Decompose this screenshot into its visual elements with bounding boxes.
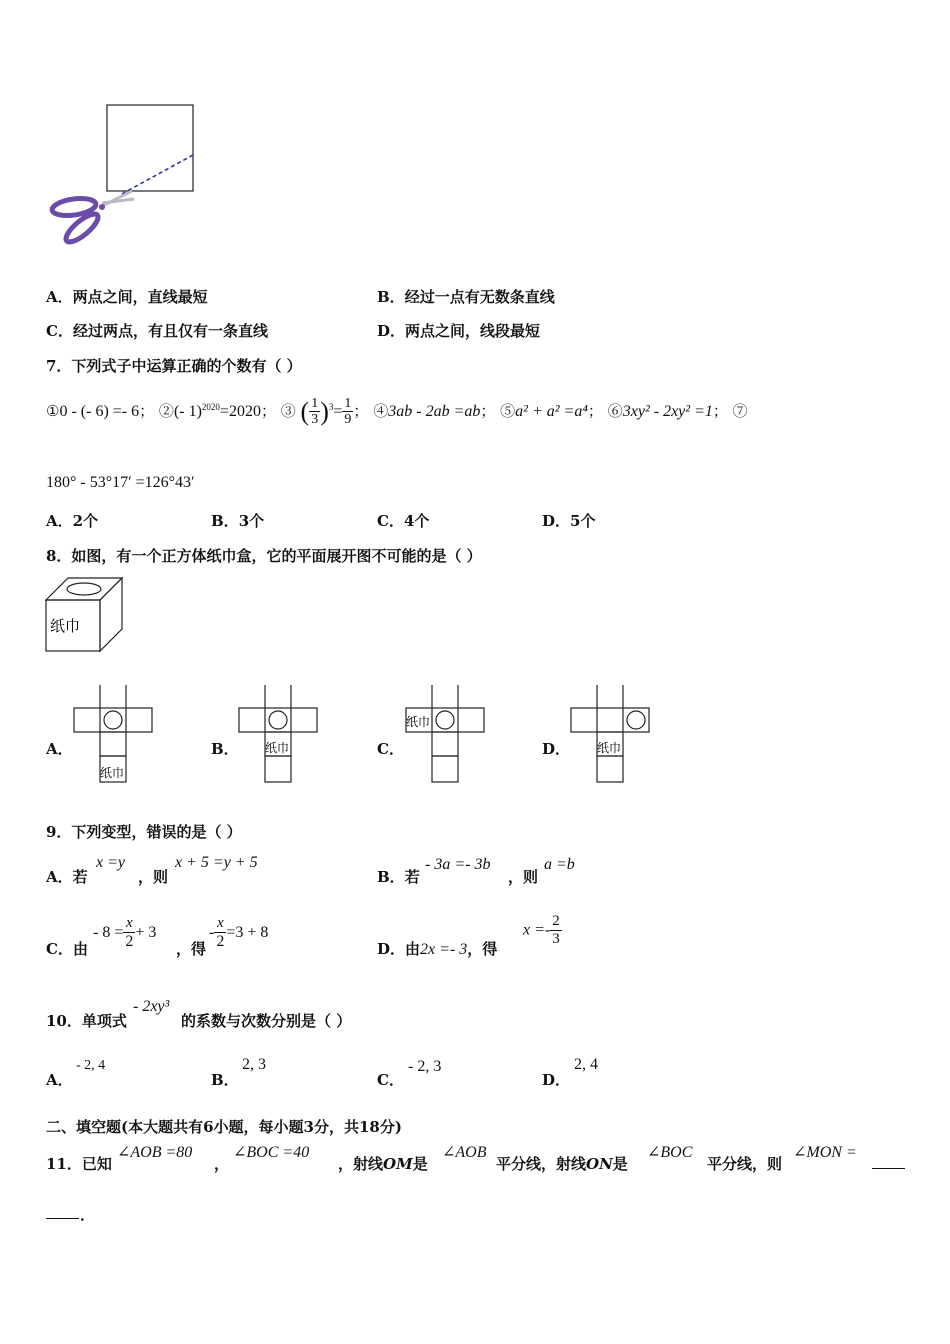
q10-option-d-value: 2, 4 xyxy=(574,1056,598,1073)
text-part: ，射线 xyxy=(338,1155,384,1173)
q11-angle-mon: ∠MON = xyxy=(793,1144,857,1161)
option-word: 由 xyxy=(405,940,421,958)
dashed-cut-line xyxy=(120,155,193,195)
q9c-math-1 xyxy=(93,915,156,950)
marker-5: ⑤ xyxy=(500,401,516,420)
q8-option-b: B． xyxy=(211,740,239,758)
option-text: 两点之间，线段最短 xyxy=(405,322,541,340)
q7-option-b xyxy=(211,510,264,531)
q7-option-a xyxy=(46,510,98,531)
scissors-cut-figure xyxy=(40,95,210,255)
expr-2-rhs: =2020 xyxy=(219,402,261,420)
q9-stem: 9．下列变型，错误的是（ ） xyxy=(46,823,242,841)
separator: ； xyxy=(260,401,276,420)
opening-icon xyxy=(104,711,122,729)
frac-num: x xyxy=(123,915,135,933)
math-part: OM xyxy=(383,1155,413,1173)
q9c-math-2 xyxy=(209,915,268,950)
marker-1: ① xyxy=(46,401,60,420)
q11-angle-aob: ∠AOB =80 xyxy=(117,1144,193,1161)
frac-den: 2 xyxy=(216,932,225,950)
q7-stem: 7．下列式子中运算正确的个数有（ ） xyxy=(46,357,302,375)
option-text: 两点之间，直线最短 xyxy=(72,288,208,306)
text-part: 平分线，射线 xyxy=(496,1155,587,1173)
q11-angle-boc: ∠BOC =40 xyxy=(233,1144,310,1161)
frac-den: 3 xyxy=(311,412,319,428)
frac-num: 1 xyxy=(344,396,352,411)
box-opening-icon xyxy=(67,583,101,595)
option-word: 由 xyxy=(72,940,88,958)
q9a-word-2: ，则 xyxy=(138,868,169,886)
q9c-word-2: ，得 xyxy=(176,940,207,958)
opening-icon xyxy=(627,711,645,729)
net-label: 纸巾 xyxy=(597,741,622,755)
expr-1: 0 - (- 6) =- 6 xyxy=(59,402,140,420)
separator: ； xyxy=(712,401,728,420)
paren-close: ) xyxy=(320,396,329,426)
option-letter: C． xyxy=(377,512,404,530)
math-part: ON xyxy=(586,1155,613,1173)
q10-option-b-value: 2, 3 xyxy=(242,1056,266,1073)
expr-3-exponent: 3 xyxy=(328,401,334,412)
option-letter: D． xyxy=(377,940,406,958)
q9b-math-1: - 3a =- 3b xyxy=(425,856,491,873)
q11-angle-aob-2: ∠AOB xyxy=(442,1144,487,1161)
option-letter: A． xyxy=(46,868,73,886)
marker-2: ② xyxy=(158,401,174,420)
q9-option-c xyxy=(46,938,88,959)
option-letter: C． xyxy=(46,322,73,340)
math-part: x =- xyxy=(523,921,551,939)
option-text: 4个 xyxy=(403,512,430,530)
net-label: 纸巾 xyxy=(406,715,431,729)
q10-option-c-value: - 2, 3 xyxy=(408,1058,442,1075)
marker-4: ④ xyxy=(373,401,389,420)
q11-answer-blank-1[interactable] xyxy=(872,1150,905,1169)
option-letter: B． xyxy=(377,868,405,886)
option-letter: C． xyxy=(46,940,73,958)
option-word: 若 xyxy=(404,868,420,886)
separator: ； xyxy=(480,401,496,420)
marker-3: ③ xyxy=(280,401,296,420)
q11-angle-boc-2: ∠BOC xyxy=(647,1144,693,1161)
option-text: 3个 xyxy=(238,512,265,530)
separator: ； xyxy=(587,401,603,420)
q8-option-a: A． xyxy=(46,740,73,758)
q11-prefix: 11．已知 xyxy=(46,1155,112,1173)
fraction xyxy=(550,913,562,947)
text-part: 是 xyxy=(612,1155,628,1173)
expr-5: a² + a² =a⁴ xyxy=(515,402,588,420)
tissue-box-figure xyxy=(44,575,128,657)
frac-num: x xyxy=(214,915,226,933)
box-label: 纸巾 xyxy=(50,617,81,635)
q9-option-a xyxy=(46,866,88,887)
q10-stem-b: 的系数与次数分别是（ ） xyxy=(181,1012,352,1030)
option-word: ，得 xyxy=(467,940,498,958)
q10-monomial: - 2xy³ xyxy=(133,998,170,1015)
net-c xyxy=(405,684,487,784)
frac-den: 9 xyxy=(344,412,352,428)
q11-ray-om-text xyxy=(338,1153,428,1174)
paper-square xyxy=(107,105,193,191)
scissors-icon xyxy=(51,191,134,246)
option-letter: D． xyxy=(377,322,406,340)
option-letter: A． xyxy=(46,288,73,306)
expr-4: 3ab - 2ab =ab xyxy=(388,402,481,420)
q10-option-b: B． xyxy=(211,1071,239,1089)
separator: ； xyxy=(139,401,155,420)
net-b xyxy=(238,684,320,784)
separator: ； xyxy=(353,401,369,420)
frac-num: 1 xyxy=(311,396,319,411)
q9-option-d xyxy=(377,938,497,959)
q9b-word-2: ，则 xyxy=(508,868,539,886)
q10-option-c: C． xyxy=(377,1071,404,1089)
option-text: 经过两点，有且仅有一条直线 xyxy=(72,322,268,340)
net-d xyxy=(570,684,652,784)
opening-icon xyxy=(269,711,287,729)
q7-expressions xyxy=(46,396,748,428)
q6-option-a xyxy=(46,286,208,307)
q9b-math-2: a =b xyxy=(544,856,575,873)
marker-7: ⑦ xyxy=(732,401,748,420)
expr-2-base: (- 1) xyxy=(173,402,202,420)
q11-answer-blank-2[interactable] xyxy=(46,1200,79,1219)
q11-comma: ， xyxy=(214,1155,230,1173)
q10-option-a: A． xyxy=(46,1071,73,1089)
q9a-math-2: x + 5 =y + 5 xyxy=(175,854,258,871)
q10-option-d: D． xyxy=(542,1071,571,1089)
frac-den: 3 xyxy=(552,930,560,947)
q8-option-c: C． xyxy=(377,740,404,758)
math-part: - xyxy=(209,924,215,942)
text-part: 是 xyxy=(412,1155,428,1173)
marker-6: ⑥ xyxy=(607,401,623,420)
opening-icon xyxy=(436,711,454,729)
net-a xyxy=(73,684,155,784)
net-label: 纸巾 xyxy=(100,766,125,780)
q9-option-b xyxy=(377,866,420,887)
option-text: 经过一点有无数条直线 xyxy=(404,288,555,306)
q6-option-b xyxy=(377,286,555,307)
math-part: - 8 = xyxy=(93,924,124,942)
option-letter: A． xyxy=(46,512,73,530)
math-part: + 3 xyxy=(135,924,157,942)
expr-3-eq: = xyxy=(333,402,343,420)
q10-stem-a: 10．单项式 xyxy=(46,1012,127,1030)
q10-option-a-value: - 2, 4 xyxy=(76,1058,106,1073)
q11-end: ． xyxy=(80,1206,96,1224)
q6-option-d xyxy=(377,320,540,341)
option-letter: B． xyxy=(377,288,405,306)
q11-then: 平分线，则 xyxy=(707,1155,783,1173)
expr-6: 3xy² - 2xy² =1 xyxy=(622,402,713,420)
fraction xyxy=(214,915,226,950)
q6-option-c xyxy=(46,320,268,341)
q11-ray-on-text xyxy=(496,1153,628,1174)
option-letter: D． xyxy=(542,512,571,530)
section-2-title: 二、填空题(本大题共有6小题，每小题3分，共18分) xyxy=(46,1118,402,1136)
q7-option-d xyxy=(542,510,595,531)
paren-open: ( xyxy=(300,396,310,426)
option-text: 2个 xyxy=(72,512,99,530)
q8-stem: 8．如图，有一个正方体纸巾盒，它的平面展开图不可能的是（ ） xyxy=(46,547,482,565)
net-label: 纸巾 xyxy=(265,741,290,755)
q8-option-d: D． xyxy=(542,740,571,758)
expr-3-rhs-fraction xyxy=(342,396,353,428)
option-word: 若 xyxy=(72,868,88,886)
q9d-math-2 xyxy=(523,913,562,947)
q7-expr-7: 180° - 53°17′ =126°43′ xyxy=(46,474,195,491)
option-letter: B． xyxy=(211,512,239,530)
q7-option-c xyxy=(377,510,429,531)
frac-den: 2 xyxy=(125,932,134,950)
expr-3-fraction xyxy=(309,396,320,428)
math-part: =3 + 8 xyxy=(226,924,269,942)
frac-num: 2 xyxy=(552,913,560,929)
q9a-math-1: x =y xyxy=(96,854,125,871)
expr-2-exponent: 2020 xyxy=(201,401,220,412)
option-text: 5个 xyxy=(570,512,596,530)
math-part: 2x =- 3 xyxy=(420,941,468,958)
fraction xyxy=(123,915,135,950)
